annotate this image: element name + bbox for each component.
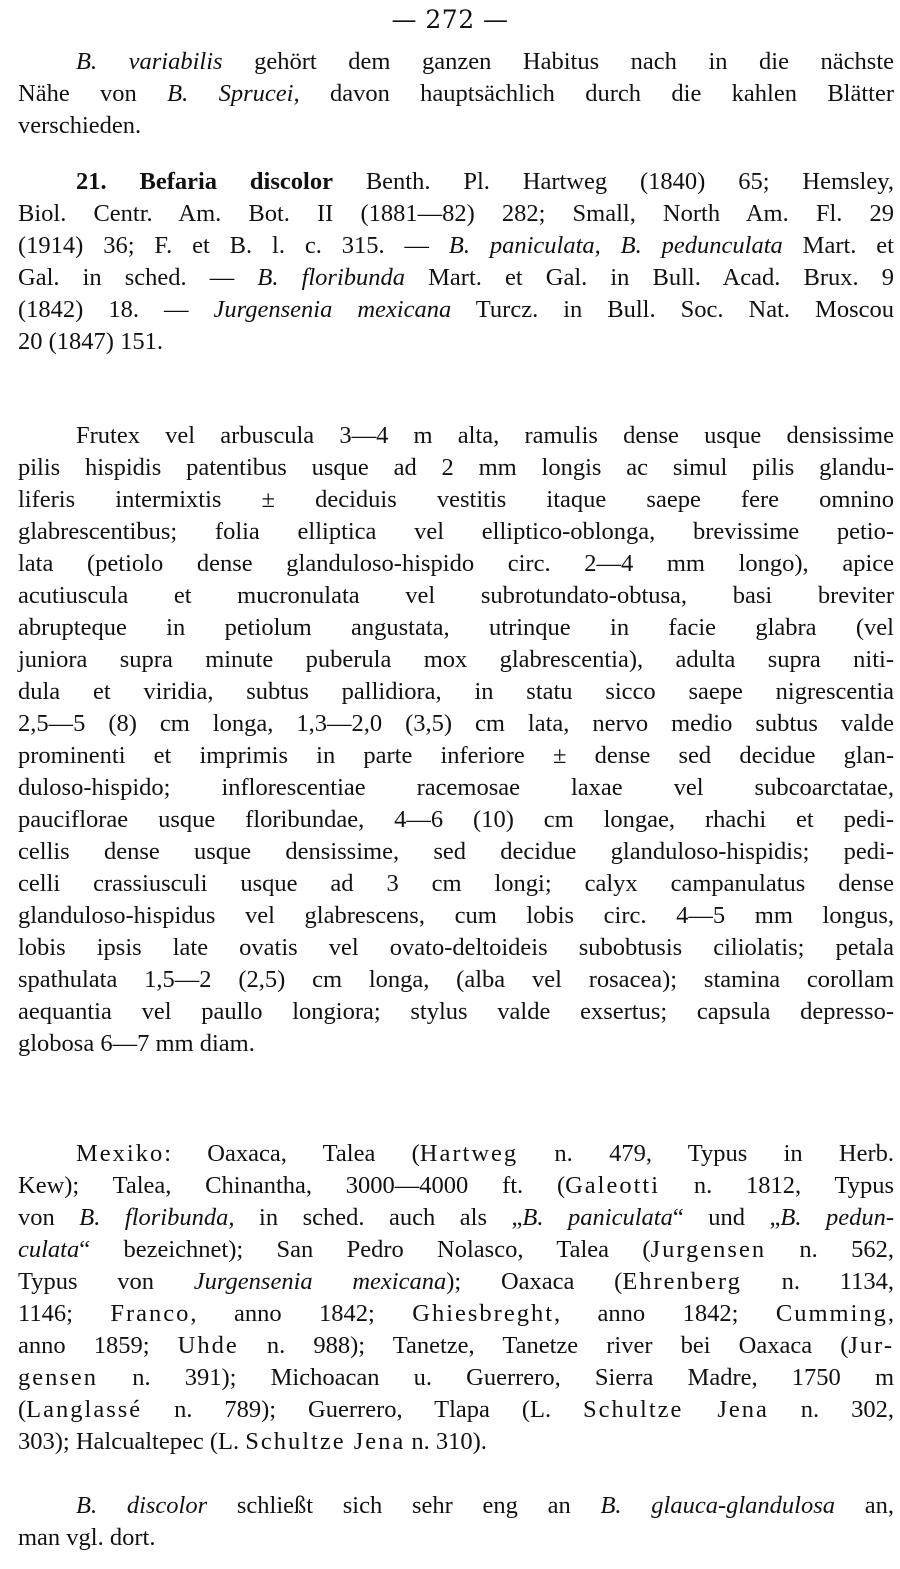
spaced-name: Schultze Jena [583, 1396, 769, 1423]
text-run: n. 988); Tanetze, Tanetze river bei Oaxaca ( [238, 1332, 849, 1359]
text-line [18, 1028, 894, 1060]
text-line [18, 262, 894, 294]
text-run: in sched. auch als „ [234, 1204, 523, 1231]
text-run: “ und „ [672, 1204, 781, 1231]
text-line [18, 644, 894, 676]
text-line [76, 1490, 894, 1522]
text-line [18, 932, 894, 964]
text-line [18, 1362, 894, 1394]
italic-taxon: B. paniculata, B. pedunculata [448, 232, 783, 259]
text-line [18, 516, 894, 548]
text-line [18, 1234, 894, 1266]
text-run: Turcz. in Bull. Soc. Nat. Moscou [451, 296, 894, 323]
text-line [18, 1202, 894, 1234]
italic-taxon: B. variabilis [76, 48, 223, 75]
text-run: , [887, 1300, 894, 1327]
spaced-name: Mexiko [76, 1140, 165, 1167]
italic-taxon: B. Sprucei, [167, 80, 300, 107]
text-line [18, 612, 894, 644]
text-line [18, 1426, 894, 1458]
text-run: prominenti et imprimis in parte inferiore ± dense sed decidue glan- [18, 742, 894, 769]
text-line [18, 230, 894, 262]
text-line [18, 836, 894, 868]
text-run: Frutex vel arbuscula 3—4 m alta, ramulis dense usque densissime [76, 422, 894, 449]
text-run: , anno 1842; [190, 1300, 413, 1327]
text-run: anno 1859; [18, 1332, 178, 1359]
text-run: (1842) 18. — [18, 296, 214, 323]
text-run: globosa 6—7 mm diam. [18, 1030, 255, 1057]
text-line [76, 1138, 894, 1170]
text-run: 2,5—5 (8) cm longa, 1,3—2,0 (3,5) cm lata, nervo medio subtus valde [18, 710, 894, 737]
text-run: pilis hispidis patentibus usque ad 2 mm longis ac simul pilis glandu- [18, 454, 894, 481]
text-run: davon hauptsächlich durch die kahlen Blätter [299, 80, 895, 107]
italic-taxon: B. discolor [76, 1492, 208, 1519]
text-run: Mart. et Gal. in Bull. Acad. Brux. 9 [405, 264, 894, 291]
bold-heading: 21. Befaria discolor [76, 168, 333, 195]
text-run: : Oaxaca, Talea ( [164, 1140, 420, 1167]
text-line [76, 166, 894, 198]
italic-taxon: B. pedun- [780, 1204, 895, 1231]
text-run: lobis ipsis late ovatis vel ovato-deltoideis subobtusis ciliolatis; petala [18, 934, 894, 961]
page-number: — 272 — [391, 5, 509, 34]
italic-taxon: culata [18, 1236, 80, 1263]
text-run: , anno 1842; [554, 1300, 776, 1327]
text-line [18, 740, 894, 772]
text-run: verschieden. [18, 112, 142, 139]
spaced-name: Franco [110, 1300, 191, 1327]
text-line [18, 198, 894, 230]
italic-taxon: Jurgensenia mexicana [193, 1268, 447, 1295]
text-run: man vgl. dort. [18, 1524, 156, 1551]
text-run: (1914) 36; F. et B. l. c. 315. — [18, 232, 449, 259]
spaced-name: Ehrenberg [622, 1268, 742, 1295]
text-line [18, 1170, 894, 1202]
text-line [18, 484, 894, 516]
text-run: Biol. Centr. Am. Bot. II (1881—82) 282; Small, North Am. Fl. 29 [18, 200, 894, 227]
text-run: n. 1812, Typus [660, 1172, 894, 1199]
text-line [18, 1330, 894, 1362]
italic-taxon: B. floribunda, [79, 1204, 235, 1231]
spaced-name: Langlassé [26, 1396, 143, 1423]
text-run: abrupteque in petiolum angustata, utrinque in facie glabra (vel [18, 614, 894, 641]
text-run: celli crassiusculi usque ad 3 cm longi; calyx campanulatus dense [18, 870, 894, 897]
spaced-name: Galeotti [565, 1172, 661, 1199]
text-run: n. 310). [405, 1428, 487, 1455]
text-run: von [18, 1204, 80, 1231]
text-run: 20 (1847) 151. [18, 328, 163, 355]
text-run: Benth. Pl. Hartweg (1840) 65; Hemsley, [332, 168, 894, 195]
text-run: spathulata 1,5—2 (2,5) cm longa, (alba vel rosacea); stamina corollam [18, 966, 894, 993]
text-run: Typus von [18, 1268, 194, 1295]
text-run: duloso-hispido; inflorescentiae racemosae laxae vel subcoarctatae, [18, 774, 894, 801]
text-run: n. 789); Guerrero, Tlapa (L. [142, 1396, 584, 1423]
text-line [18, 900, 894, 932]
italic-taxon: B. glauca-glandulosa [600, 1492, 836, 1519]
text-line [18, 804, 894, 836]
spaced-name: Cumming [775, 1300, 888, 1327]
text-run: dula et viridia, subtus pallidiora, in statu sicco saepe nigrescentia [18, 678, 894, 705]
text-run: Gal. in sched. — [18, 264, 258, 291]
text-run: 1146; [18, 1300, 111, 1327]
text-run: glabrescentibus; folia elliptica vel elliptico-oblonga, brevissime petio- [18, 518, 894, 545]
spaced-name: Schultze Jena [245, 1428, 406, 1455]
text-line [76, 46, 894, 78]
text-line [18, 708, 894, 740]
text-run: Nähe von [18, 80, 168, 107]
text-line [18, 772, 894, 804]
text-run: liferis intermixtis ± deciduis vestitis itaque saepe fere omnino [18, 486, 894, 513]
text-run: “ bezeichnet); San Pedro Nolasco, Talea ( [79, 1236, 651, 1263]
italic-taxon: B. paniculata [522, 1204, 673, 1231]
text-line [18, 580, 894, 612]
spaced-name: Uhde [177, 1332, 239, 1359]
italic-taxon: B. floribunda [257, 264, 406, 291]
text-run: n. 479, Typus in Herb. [518, 1140, 894, 1167]
text-line [18, 1298, 894, 1330]
text-run: aequantia vel paullo longiora; stylus valde exsertus; capsula depresso- [18, 998, 894, 1025]
text-line [18, 294, 894, 326]
text-line [18, 548, 894, 580]
text-run: schließt sich sehr eng an [207, 1492, 601, 1519]
text-line [18, 110, 894, 142]
text-run: acutiuscula et mucronulata vel subrotundato-obtusa, basi breviter [18, 582, 894, 609]
text-line [18, 868, 894, 900]
text-run: gehört dem ganzen Habitus nach in die nächste [222, 48, 894, 75]
text-run: glanduloso-hispidus vel glabrescens, cum lobis circ. 4—5 mm longus, [18, 902, 894, 929]
text-run: Mart. et [782, 232, 894, 259]
spaced-name: gensen [18, 1364, 99, 1391]
text-run: juniora supra minute puberula mox glabrescentia), adulta supra niti- [18, 646, 894, 673]
text-line [18, 326, 894, 358]
text-run: n. 302, [768, 1396, 894, 1423]
text-line [18, 452, 894, 484]
spaced-name: Jur- [848, 1332, 894, 1359]
text-line [18, 964, 894, 996]
text-run: pauciflorae usque floribundae, 4—6 (10) cm longae, rhachi et pedi- [18, 806, 894, 833]
text-line [18, 1266, 894, 1298]
text-run: 303); Halcualtepec (L. [18, 1428, 246, 1455]
text-run: cellis dense usque densissime, sed decidue glanduloso-hispidis; pedi- [18, 838, 894, 865]
spaced-name: Ghiesbreght [412, 1300, 554, 1327]
text-line [18, 1522, 894, 1554]
text-run: n. 562, [766, 1236, 895, 1263]
spaced-name: Jurgensen [650, 1236, 767, 1263]
text-line [76, 420, 894, 452]
text-run: ( [18, 1396, 27, 1423]
text-run: n. 1134, [741, 1268, 894, 1295]
text-line [18, 996, 894, 1028]
italic-taxon: Jurgensenia mexicana [213, 296, 452, 323]
text-run: Kew); Talea, Chinantha, 3000—4000 ft. ( [18, 1172, 566, 1199]
text-line [18, 78, 894, 110]
text-run: lata (petiolo dense glanduloso-hispido circ. 2—4 mm longo), apice [18, 550, 894, 577]
text-run: an, [835, 1492, 894, 1519]
spaced-name: Hartweg [419, 1140, 519, 1167]
text-run: n. 391); Michoacan u. Guerrero, Sierra Madre, 1750 m [98, 1364, 894, 1391]
text-line [18, 676, 894, 708]
text-line [18, 1394, 894, 1426]
text-run: ); Oaxaca ( [446, 1268, 623, 1295]
